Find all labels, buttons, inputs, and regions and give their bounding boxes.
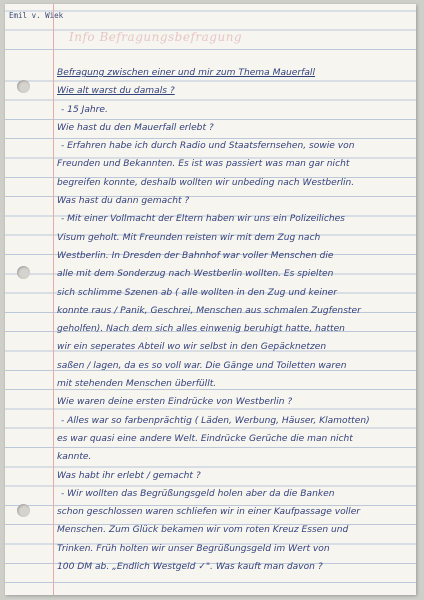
question-line: Wie hast du den Mauerfall erlebt ? (57, 122, 214, 133)
document-heading: Befragung zwischen einer und mir zum Thema Mauerfall (57, 68, 315, 78)
answer-line: alle mit dem Sonderzug nach Westberlin wollten. Es spielten (57, 269, 334, 280)
answer-line: Menschen. Zum Glück bekamen wir vom roten Kreuz Essen und (57, 525, 349, 536)
answer-line: - Alles war so farbenprächtig ( Läden, Werbung, Häuser, Klamotten) (61, 415, 370, 426)
answer-line: kannte. (57, 452, 92, 463)
answer-line: 100 DM ab. „Endlich Westgeld ✓". Was kauft man davon ? (57, 562, 323, 573)
answer-line: Trinken. Früh holten wir unser Begrüßungsgeld im Wert von (57, 543, 330, 554)
answer-line: - Wir wollten das Begrüßungsgeld holen aber da die Banken (61, 488, 335, 499)
margin-line (53, 4, 54, 595)
answer-line: sich schlimme Szenen ab ( alle wollten in den Zug und keiner (57, 287, 338, 298)
answer-line: es war quasi eine andere Welt. Eindrücke Gerüche die man nicht (57, 433, 353, 444)
answer-line: Westberlin. In Dresden der Bahnhof war voller Menschen die (57, 250, 334, 261)
question-line: Wie alt warst du damals ? (57, 86, 175, 97)
answer-line: saßen / lagen, da es so voll war. Die Gänge und Toiletten waren (57, 360, 347, 371)
answer-line: - Mit einer Vollmacht der Eltern haben wir uns ein Polizeiliches (61, 214, 345, 225)
punch-hole (17, 266, 30, 279)
answer-line: Visum geholt. Mit Freunden reisten wir mit dem Zug nach (57, 232, 321, 243)
answer-line: schon geschlossen waren schliefen wir in einer Kaufpassage voller (57, 507, 361, 518)
answer-line: wir ein seperates Abteil wo wir selbst in den Gepäcknetzen (57, 342, 327, 353)
answer-line: - Erfahren habe ich durch Radio und Staatsfernsehen, sowie von (61, 141, 355, 152)
answer-line: - 15 Jahre. (61, 104, 108, 115)
punch-hole (17, 80, 30, 93)
faint-title: Info Befragungsbefragung (69, 30, 243, 44)
question-line: Wie waren deine ersten Eindrücke von Westberlin ? (57, 397, 293, 408)
notebook-page (5, 4, 416, 595)
author-name: Emil v. Wiek (9, 11, 64, 20)
answer-line: Freunden und Bekannten. Es ist was passiert was man gar nicht (57, 159, 350, 170)
answer-line: geholfen). Nach dem sich alles einwenig beruhigt hatte, hatten (57, 324, 345, 335)
question-line: Was habt ihr erlebt / gemacht ? (57, 470, 201, 481)
answer-line: konnte raus / Panik, Geschrei, Menschen aus schmalen Zugfenster (57, 305, 361, 316)
punch-hole (17, 504, 30, 517)
handwritten-text (57, 64, 412, 576)
answer-line: mit stehenden Menschen überfüllt. (57, 379, 217, 390)
answer-line: begreifen konnte, deshalb wollten wir unbeding nach Westberlin. (57, 177, 355, 188)
question-line: Was hast du dann gemacht ? (57, 196, 190, 207)
